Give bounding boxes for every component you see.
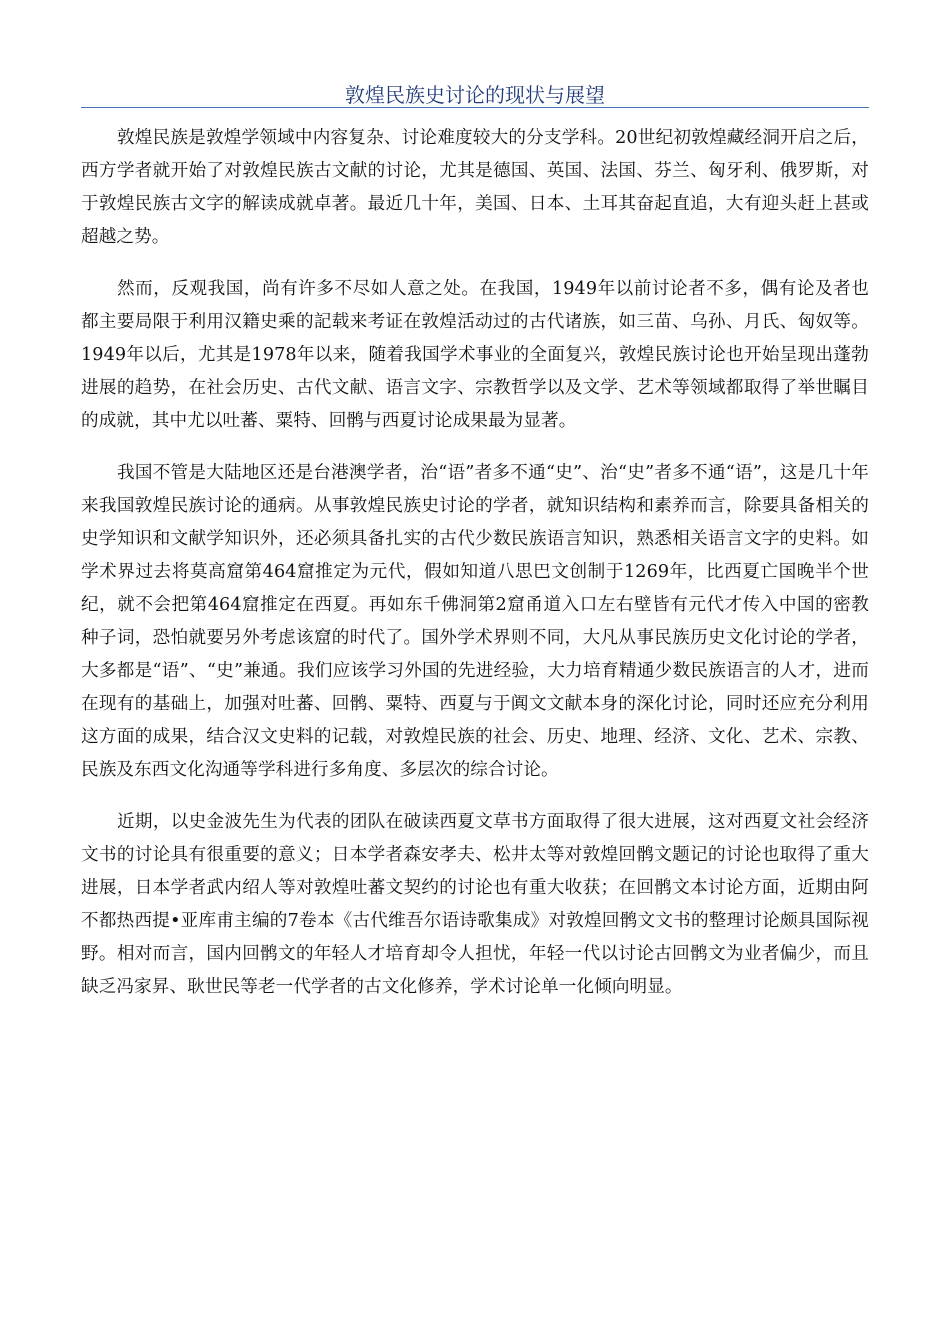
- paragraph-4: 近期，以史金波先生为代表的团队在破读西夏文草书方面取得了很大进展，这对西夏文社会经济文书的讨论具有很重要的意义；日本学者森安孝夫、松井太等对敦煌回鹘文题记的讨论也取得了重大进展，日本学者武内绍人等对敦煌吐蕃文契约的讨论也有重大收获；在回鹘文本讨论方面，近期由阿不都热西提•亚库甫主编的7卷本《古代维吾尔语诗歌集成》对敦煌回鹘文文书的整理讨论颇具国际视野。相对而言，国内回鹘文的年轻人才培育却令人担忧，年轻一代以讨论古回鹘文为业者偏少，而且缺乏冯家昇、耿世民等老一代学者的古文化修养，学术讨论单一化倾向明显。: [81, 812, 869, 997]
- page-header-title: 敦煌民族史讨论的现状与展望: [345, 83, 605, 107]
- paragraph-3: 我国不管是大陆地区还是台港澳学者，治“语”者多不通“史”、治“史”者多不通“语”，这是几十年来我国敦煌民族讨论的通病。从事敦煌民族史讨论的学者，就知识结构和素养而言，除要具备相关的史学知识和文献学知识外，还必须具备扎实的古代少数民族语言知识，熟悉相关语言文字的史料。如学术界过去将莫高窟第464窟推定为元代，假如知道八思巴文创制于1269年，比西夏亡国晚半个世纪，就不会把第464窟推定在西夏。再如东千佛洞第2窟甬道入口左右壁皆有元代才传入中国的密教种子词，恐怕就要另外考虑该窟的时代了。国外学术界则不同，大凡从事民族历史文化讨论的学者，大多都是“语”、“史”兼通。我们应该学习外国的先进经验，大力培育精通少数民族语言的人才，进而在现有的基础上，加强对吐蕃、回鹘、粟特、西夏与于阗文文献本身的深化讨论，同时还应充分利用这方面的成果，结合汉文史料的记载，对敦煌民族的社会、历史、地理、经济、文化、艺术、宗教、民族及东西文化沟通等学科进行多角度、多层次的综合讨论。: [81, 463, 869, 780]
- article-body: [81, 122, 869, 1023]
- header-divider: [81, 107, 869, 108]
- paragraph-2: 然而，反观我国，尚有许多不尽如人意之处。在我国，1949年以前讨论者不多，偶有论及者也都主要局限于利用汉籍史乘的記载来考证在敦煌活动过的古代诸族，如三苗、乌孙、月氏、匈奴等。1949年以后，尤其是1978年以来，随着我国学术事业的全面复兴，敦煌民族讨论也开始呈现出蓬勃进展的趋势，在社会历史、古代文献、语言文字、宗教哲学以及文学、艺术等领域都取得了举世瞩目的成就，其中尤以吐蕃、粟特、回鹘与西夏讨论成果最为显著。: [81, 279, 869, 431]
- paragraph-1: 敦煌民族是敦煌学领域中内容复杂、讨论难度较大的分支学科。20世纪初敦煌藏经洞开启之后，西方学者就开始了对敦煌民族古文献的讨论，尤其是德国、英国、法国、芬兰、匈牙利、俄罗斯，对于敦煌民族古文字的解读成就卓著。最近几十年，美国、日本、土耳其奋起直追，大有迎头赶上甚或超越之势。: [81, 128, 869, 247]
